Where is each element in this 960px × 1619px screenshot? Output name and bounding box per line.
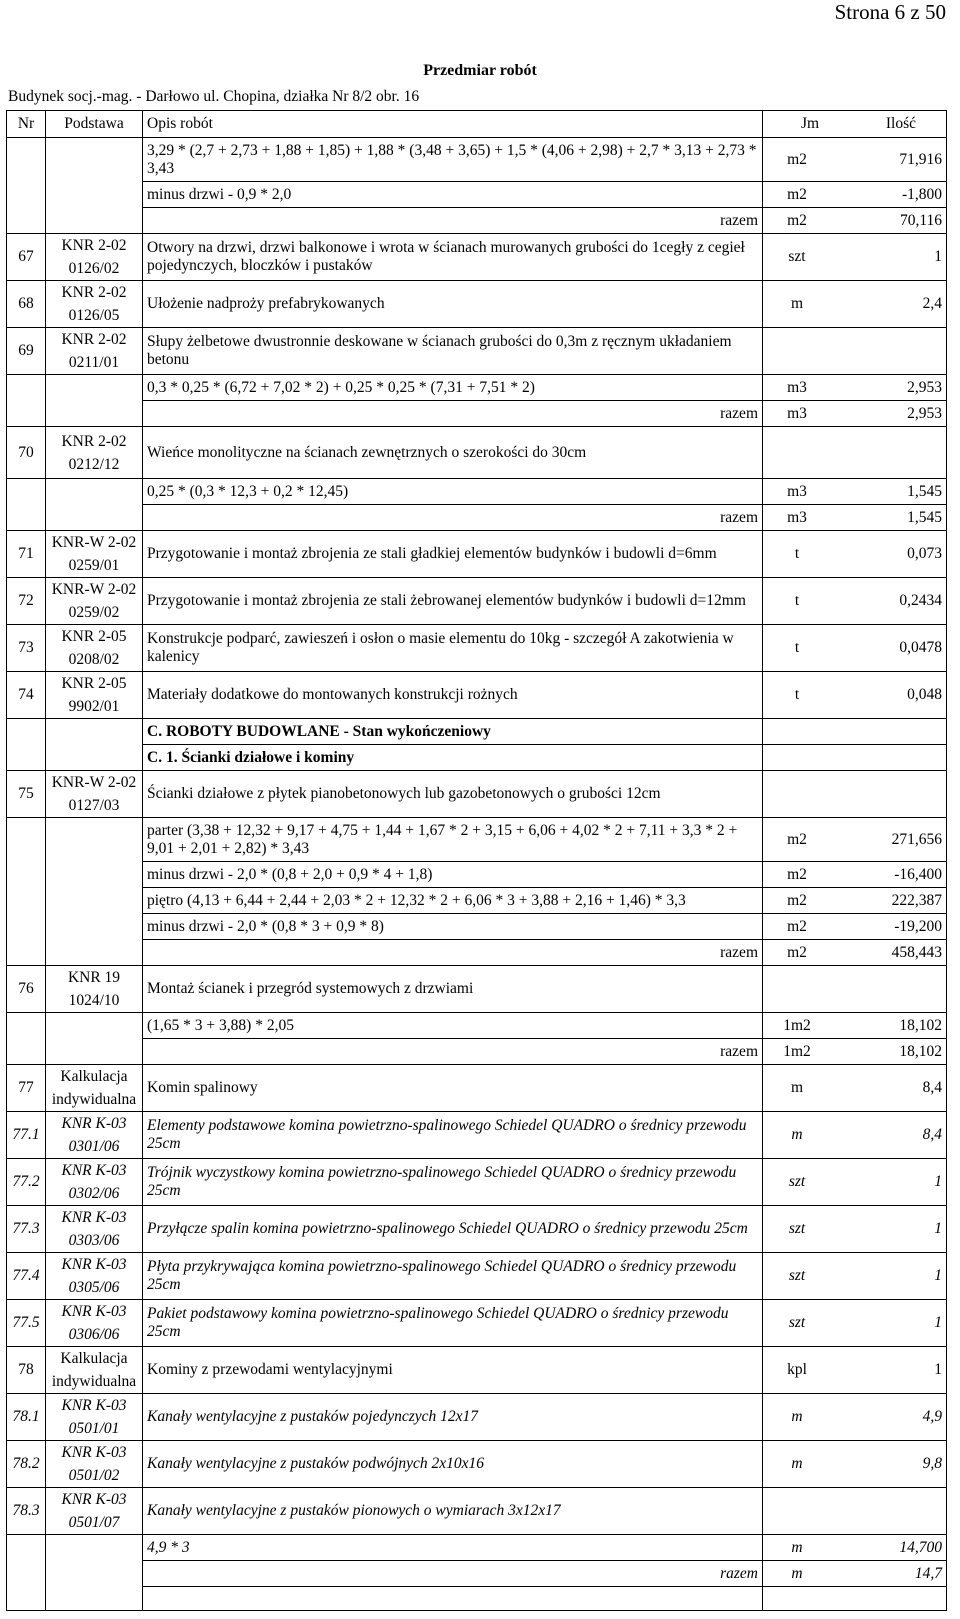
row-unit: szt [788, 1173, 806, 1190]
calc-row [7, 818, 947, 862]
row-qty: 0,048 [907, 686, 942, 703]
row-qty: 0,0478 [899, 639, 942, 656]
row-unit: m [791, 1564, 803, 1582]
total-row [7, 505, 947, 531]
row-description: Konstrukcje podparć, zawieszeń i osłon o masie elementu do 10kg - szczegół A zakotwienia w kalenicy [143, 625, 763, 672]
row-unit-qty [763, 138, 947, 182]
row-unit-qty [763, 862, 947, 888]
row-unit-qty [763, 1587, 947, 1611]
row-unit-qty [763, 1253, 947, 1300]
row-number [7, 401, 46, 427]
row-unit-qty [763, 281, 947, 328]
row-unit: 1m2 [783, 1016, 811, 1034]
row-number [7, 182, 46, 208]
item-row [7, 966, 947, 1013]
item-row [7, 1206, 947, 1253]
row-unit: m3 [787, 404, 807, 422]
row-source: KNR 2-02 0211/01 [46, 328, 143, 375]
row-number [7, 818, 46, 862]
row-qty: 71,916 [899, 150, 942, 168]
total-label: razem [720, 211, 758, 229]
header-unit: Jm [801, 115, 820, 132]
total-row [7, 1039, 947, 1065]
row-number: 74 [7, 672, 46, 719]
row-unit-qty [763, 182, 947, 208]
row-unit: t [794, 686, 800, 703]
row-unit: kpl [787, 1361, 807, 1378]
row-source [46, 719, 143, 745]
item-row [7, 1159, 947, 1206]
row-unit: t [794, 639, 800, 656]
row-description: Elementy podstawowe komina powietrzno-spalinowego Schiedel QUADRO o średnicy przewodu 25cm [143, 1112, 763, 1159]
row-source: KNR 2-05 9902/01 [46, 672, 143, 719]
calc-row [7, 375, 947, 401]
row-qty: 9,8 [922, 1455, 942, 1472]
row-source: Kalkulacja indywidualna [46, 1347, 143, 1394]
row-unit-qty [763, 818, 947, 862]
row-unit-qty [763, 1561, 947, 1587]
section-heading: C. 1. Ścianki działowe i kominy [143, 745, 763, 771]
item-row [7, 1253, 947, 1300]
row-description: Montaż ścianek i przegród systemowych z drzwiami [143, 966, 763, 1013]
header-nr: Nr [7, 111, 46, 138]
row-source [46, 818, 143, 862]
row-unit: m2 [787, 891, 807, 909]
item-row [7, 578, 947, 625]
row-unit-qty [763, 479, 947, 505]
row-unit-qty [763, 1159, 947, 1206]
row-source [46, 1013, 143, 1039]
row-number [7, 138, 46, 182]
row-source: KNR K-03 0303/06 [46, 1206, 143, 1253]
row-unit-qty [763, 745, 947, 771]
row-unit-qty [763, 625, 947, 672]
row-source: KNR K-03 0301/06 [46, 1112, 143, 1159]
row-qty: 2,953 [907, 404, 942, 422]
row-source: KNR K-03 0305/06 [46, 1253, 143, 1300]
row-description: Kominy z przewodami wentylacyjnymi [143, 1347, 763, 1394]
row-description: Materiały dodatkowe do montowanych konstrukcji rożnych [143, 672, 763, 719]
row-unit: szt [788, 1267, 806, 1284]
row-description: Płyta przykrywająca komina powietrzno-spalinowego Schiedel QUADRO o średnicy przewodu 25cm [143, 1253, 763, 1300]
row-unit-qty [763, 771, 947, 818]
item-row [7, 427, 947, 479]
item-row [7, 1441, 947, 1488]
row-description: (1,65 * 3 + 3,88) * 2,05 [143, 1013, 763, 1039]
row-qty: 8,4 [922, 1126, 942, 1143]
estimate-table [6, 110, 947, 1611]
row-number [7, 505, 46, 531]
total-label: razem [720, 1042, 758, 1060]
item-row [7, 531, 947, 578]
calc-row [7, 479, 947, 505]
row-unit-qty [763, 719, 947, 745]
row-number: 78.1 [7, 1394, 46, 1441]
row-source [46, 208, 143, 234]
item-row [7, 625, 947, 672]
row-source: KNR K-03 0302/06 [46, 1159, 143, 1206]
row-number: 78.3 [7, 1488, 46, 1535]
row-unit-qty [763, 234, 947, 281]
row-number: 73 [7, 625, 46, 672]
row-unit: szt [788, 1314, 806, 1331]
row-unit: m [791, 1538, 803, 1556]
calc-row [7, 1013, 947, 1039]
row-description: 3,29 * (2,7 + 2,73 + 1,88 + 1,85) + 1,88 * (3,48 + 3,65) + 1,5 * (4,06 + 2,98) + 2,7 * 3,13 + 2,73 * 3,43 [143, 138, 763, 182]
row-number [7, 1039, 46, 1065]
row-unit: szt [788, 1220, 806, 1237]
row-description: Ścianki działowe z płytek pianobetonowych lub gazobetonowych o grubości 12cm [143, 771, 763, 818]
row-number: 70 [7, 427, 46, 479]
row-description: Wieńce monolityczne na ścianach zewnętrznych o szerokości do 30cm [143, 427, 763, 479]
row-description: Pakiet podstawowy komina powietrzno-spalinowego Schiedel QUADRO o średnicy przewodu 25cm [143, 1300, 763, 1347]
item-row [7, 234, 947, 281]
row-source: KNR 2-02 0212/12 [46, 427, 143, 479]
row-unit-qty [763, 328, 947, 375]
row-description: piętro (4,13 + 6,44 + 2,44 + 2,03 * 2 + 12,32 * 2 + 6,06 * 3 + 3,88 + 2,16 + 1,46) * 3,3 [143, 888, 763, 914]
total-row [7, 208, 947, 234]
row-description: minus drzwi - 0,9 * 2,0 [143, 182, 763, 208]
row-unit: m [790, 295, 804, 312]
header-source: Podstawa [46, 111, 143, 138]
row-qty: 18,102 [899, 1042, 942, 1060]
calc-row [7, 1535, 947, 1561]
row-source: KNR 2-02 0126/02 [46, 234, 143, 281]
row-qty: 70,116 [899, 211, 942, 229]
row-source [46, 914, 143, 940]
row-source [46, 862, 143, 888]
row-source [46, 1039, 143, 1065]
row-number: 68 [7, 281, 46, 328]
item-row [7, 1347, 947, 1394]
row-qty: 14,700 [899, 1538, 942, 1556]
row-qty: 222,387 [891, 891, 942, 909]
row-source: KNR K-03 0501/07 [46, 1488, 143, 1535]
row-description [143, 505, 763, 531]
blank-row [7, 1587, 947, 1611]
total-row [7, 1561, 947, 1587]
row-description: 0,3 * 0,25 * (6,72 + 7,02 * 2) + 0,25 * 0,25 * (7,31 + 7,51 * 2) [143, 375, 763, 401]
row-description: parter (3,38 + 12,32 + 9,17 + 4,75 + 1,44 + 1,67 * 2 + 3,15 + 6,06 + 4,02 * 2 + 7,11 + 3,3 * 2 + 9,01 + 2,01 + 2,82) * 3,43 [143, 818, 763, 862]
row-unit: m2 [787, 917, 807, 935]
row-number: 76 [7, 966, 46, 1013]
row-source [46, 888, 143, 914]
row-number [7, 208, 46, 234]
row-qty: 2,4 [922, 295, 942, 312]
row-description: minus drzwi - 2,0 * (0,8 * 3 + 0,9 * 8) [143, 914, 763, 940]
row-unit-qty [763, 1013, 947, 1039]
row-description: 4,9 * 3 [143, 1535, 763, 1561]
row-source [46, 375, 143, 401]
row-description: Przyłącze spalin komina powietrzno-spalinowego Schiedel QUADRO o średnicy przewodu 25cm [143, 1206, 763, 1253]
item-row [7, 1065, 947, 1112]
total-row [7, 401, 947, 427]
row-description: Otwory na drzwi, drzwi balkonowe i wrota w ścianach murowanych grubości do 1cegły z cegieł pojedynczych, bloczków i pustaków [143, 234, 763, 281]
row-source [46, 940, 143, 966]
row-number: 77 [7, 1065, 46, 1112]
row-unit: m [790, 1079, 804, 1096]
row-qty: 0,073 [907, 545, 942, 562]
document-subtitle: Budynek socj.-mag. - Darłowo ul. Chopina, działka Nr 8/2 obr. 16 [8, 88, 420, 105]
row-qty: -1,800 [901, 185, 942, 203]
row-number [7, 375, 46, 401]
row-number: 75 [7, 771, 46, 818]
row-description [143, 940, 763, 966]
header-unit-qty [763, 111, 947, 138]
row-unit-qty [763, 427, 947, 479]
row-qty: 1,545 [907, 508, 942, 526]
row-description: Komin spalinowy [143, 1065, 763, 1112]
row-source [46, 1587, 143, 1611]
row-description: Słupy żelbetowe dwustronnie deskowane w ścianach grubości do 0,3m z ręcznym układaniem betonu [143, 328, 763, 375]
row-qty: 458,443 [891, 943, 942, 961]
calc-row [7, 182, 947, 208]
item-row [7, 672, 947, 719]
row-description [143, 1587, 763, 1611]
row-number: 67 [7, 234, 46, 281]
row-description: Kanały wentylacyjne z pustaków pionowych o wymiarach 3x12x17 [143, 1488, 763, 1535]
row-unit: 1m2 [783, 1042, 811, 1060]
row-qty: 14,7 [914, 1564, 942, 1582]
total-row [7, 940, 947, 966]
row-source [46, 479, 143, 505]
row-description: Kanały wentylacyjne z pustaków podwójnych 2x10x16 [143, 1441, 763, 1488]
row-unit-qty [763, 1488, 947, 1535]
row-description: Trójnik wyczystkowy komina powietrzno-spalinowego Schiedel QUADRO o średnicy przewodu 25cm [143, 1159, 763, 1206]
row-unit-qty [763, 1065, 947, 1112]
row-unit-qty [763, 375, 947, 401]
row-unit-qty [763, 1112, 947, 1159]
row-unit-qty [763, 401, 947, 427]
row-unit: szt [788, 248, 806, 265]
row-unit: m2 [787, 830, 807, 848]
row-source [46, 1535, 143, 1561]
row-description [143, 1039, 763, 1065]
row-unit: m2 [787, 185, 807, 203]
row-number [7, 479, 46, 505]
row-unit-qty [763, 1206, 947, 1253]
row-qty: 1,545 [907, 482, 942, 500]
row-unit: t [794, 545, 800, 562]
row-source: KNR-W 2-02 0127/03 [46, 771, 143, 818]
row-number: 77.3 [7, 1206, 46, 1253]
calc-row [7, 914, 947, 940]
row-source [46, 182, 143, 208]
item-row [7, 281, 947, 328]
row-qty: -16,400 [894, 865, 942, 883]
total-label: razem [720, 943, 758, 961]
page-number: Strona 6 z 50 [834, 0, 946, 24]
row-qty: 2,953 [907, 378, 942, 396]
row-qty: 4,9 [922, 1408, 942, 1425]
item-row [7, 1488, 947, 1535]
row-description [143, 208, 763, 234]
row-unit-qty [763, 672, 947, 719]
calc-row [7, 888, 947, 914]
row-unit-qty [763, 531, 947, 578]
row-unit-qty [763, 914, 947, 940]
row-unit: m2 [787, 211, 807, 229]
row-source: KNR-W 2-02 0259/01 [46, 531, 143, 578]
row-description: 0,25 * (0,3 * 12,3 + 0,2 * 12,45) [143, 479, 763, 505]
row-description: Przygotowanie i montaż zbrojenia ze stali żebrowanej elementów budynków i budowli d=12mm [143, 578, 763, 625]
row-source [46, 1561, 143, 1587]
row-qty: 1 [934, 248, 942, 265]
row-source [46, 505, 143, 531]
table-header [7, 111, 947, 138]
row-number: 72 [7, 578, 46, 625]
row-number [7, 1587, 46, 1611]
row-qty: -19,200 [894, 917, 942, 935]
item-row [7, 1112, 947, 1159]
row-unit-qty [763, 1441, 947, 1488]
row-qty: 1 [934, 1314, 942, 1331]
row-number: 78 [7, 1347, 46, 1394]
row-number: 77.5 [7, 1300, 46, 1347]
section-row [7, 719, 947, 745]
row-source [46, 401, 143, 427]
total-label: razem [720, 404, 758, 422]
total-label: razem [720, 508, 758, 526]
row-qty: 271,656 [891, 830, 942, 848]
row-source: KNR 2-05 0208/02 [46, 625, 143, 672]
row-description: Kanały wentylacyjne z pustaków pojedynczych 12x17 [143, 1394, 763, 1441]
row-description: Przygotowanie i montaż zbrojenia ze stali gładkiej elementów budynków i budowli d=6mm [143, 531, 763, 578]
row-number [7, 940, 46, 966]
row-number [7, 862, 46, 888]
row-qty: 8,4 [922, 1079, 942, 1096]
section-row [7, 745, 947, 771]
row-number: 77.2 [7, 1159, 46, 1206]
row-source: KNR 2-02 0126/05 [46, 281, 143, 328]
row-number [7, 719, 46, 745]
row-unit-qty [763, 888, 947, 914]
row-description: Ułożenie nadproży prefabrykowanych [143, 281, 763, 328]
row-description: minus drzwi - 2,0 * (0,8 + 2,0 + 0,9 * 4 + 1,8) [143, 862, 763, 888]
row-qty: 1 [934, 1361, 942, 1378]
row-number: 69 [7, 328, 46, 375]
row-unit-qty [763, 1300, 947, 1347]
row-unit: m [791, 1455, 803, 1472]
row-unit: m [791, 1126, 803, 1143]
total-label: razem [720, 1564, 758, 1582]
row-number [7, 745, 46, 771]
row-number [7, 1013, 46, 1039]
row-unit: m [791, 1408, 803, 1425]
row-unit: m2 [787, 865, 807, 883]
row-source: KNR K-03 0501/01 [46, 1394, 143, 1441]
header-qty: Ilość [885, 115, 916, 132]
row-source: KNR-W 2-02 0259/02 [46, 578, 143, 625]
row-unit-qty [763, 1347, 947, 1394]
row-qty: 18,102 [899, 1016, 942, 1034]
row-unit: m2 [787, 943, 807, 961]
row-description [143, 1561, 763, 1587]
row-source: KNR K-03 0306/06 [46, 1300, 143, 1347]
row-number: 78.2 [7, 1441, 46, 1488]
row-qty: 1 [934, 1267, 942, 1284]
document-title: Przedmiar robót [423, 62, 537, 79]
row-unit-qty [763, 966, 947, 1013]
row-number [7, 888, 46, 914]
row-number: 77.1 [7, 1112, 46, 1159]
row-unit: m3 [787, 482, 807, 500]
row-qty: 1 [934, 1173, 942, 1190]
row-unit-qty [763, 940, 947, 966]
section-heading: C. ROBOTY BUDOWLANE - Stan wykończeniowy [143, 719, 763, 745]
calc-row [7, 138, 947, 182]
row-number: 71 [7, 531, 46, 578]
item-row [7, 1300, 947, 1347]
calc-row [7, 862, 947, 888]
row-source [46, 138, 143, 182]
row-unit-qty [763, 578, 947, 625]
row-description [143, 401, 763, 427]
row-number: 77.4 [7, 1253, 46, 1300]
row-unit-qty [763, 1394, 947, 1441]
row-source: Kalkulacja indywidualna [46, 1065, 143, 1112]
row-unit: m2 [787, 150, 807, 168]
item-row [7, 328, 947, 375]
item-row [7, 1394, 947, 1441]
row-source: KNR 19 1024/10 [46, 966, 143, 1013]
row-qty: 1 [934, 1220, 942, 1237]
row-source [46, 745, 143, 771]
row-unit-qty [763, 1535, 947, 1561]
row-unit: m3 [787, 508, 807, 526]
row-unit-qty [763, 505, 947, 531]
row-unit: t [794, 592, 800, 609]
item-row [7, 771, 947, 818]
row-source: KNR K-03 0501/02 [46, 1441, 143, 1488]
row-number [7, 1535, 46, 1561]
row-unit-qty [763, 208, 947, 234]
row-unit: m3 [787, 378, 807, 396]
row-number [7, 914, 46, 940]
row-unit-qty [763, 1039, 947, 1065]
row-qty: 0,2434 [899, 592, 942, 609]
row-number [7, 1561, 46, 1587]
header-description: Opis robót [143, 111, 763, 138]
